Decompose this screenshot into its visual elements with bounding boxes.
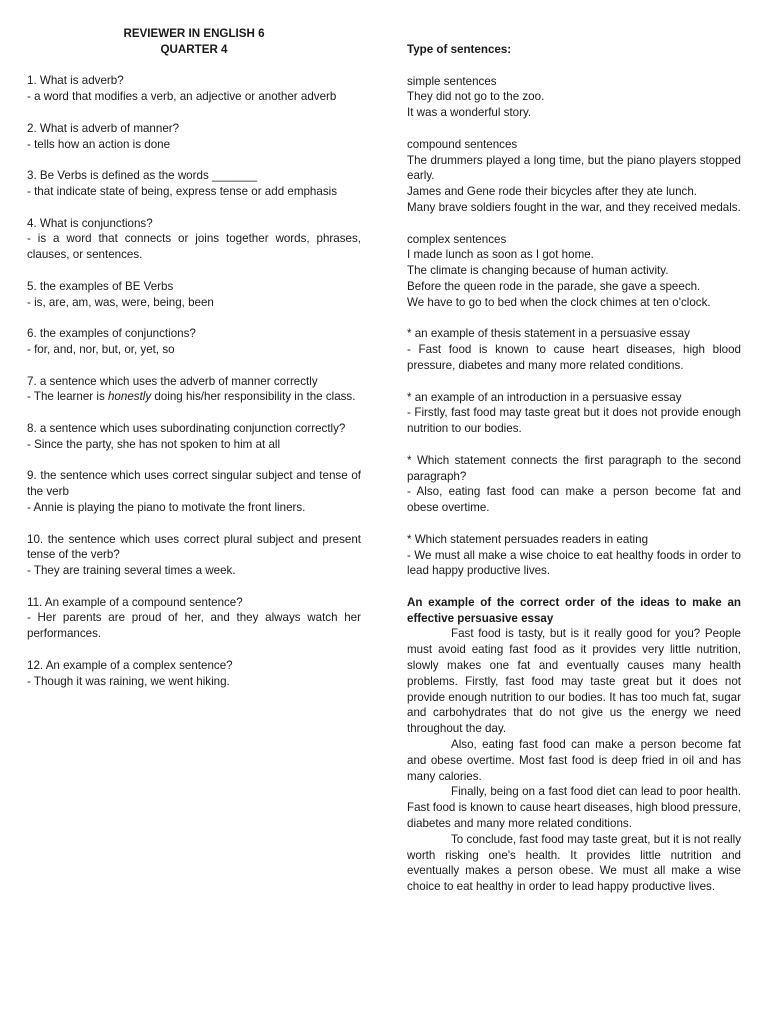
note-question: * Which statement connects the first paragraph to the second paragraph? xyxy=(407,453,741,483)
group-label: complex sentences xyxy=(407,232,507,246)
example-sentence: The climate is changing because of human activity. xyxy=(407,264,669,278)
example-sentence: Before the queen rode in the parade, she gave a speech. xyxy=(407,279,701,293)
example-sentence: Many brave soldiers fought in the war, and they received medals. xyxy=(407,200,741,214)
right-column xyxy=(407,42,741,895)
note-answer: - Firstly, fast food may taste great but it does not provide enough nutrition to our bodies. xyxy=(407,406,741,436)
question-text: 12. An example of a complex sentence? xyxy=(27,658,233,672)
question-text: 9. the sentence which uses correct singular subject and tense of the verb xyxy=(27,469,361,499)
question-text: 5. the examples of BE Verbs xyxy=(27,279,174,293)
question-item xyxy=(27,216,361,263)
sentence-group-complex xyxy=(407,232,741,311)
answer-text xyxy=(27,389,361,405)
essay-paragraph: Finally, being on a fast food diet can lead to poor health. Fast food is known to cause heart diseases, high blood pressure, diabetes and many more related conditions. xyxy=(407,785,741,831)
question-item xyxy=(27,532,361,579)
document-title: REVIEWER IN ENGLISH 6 xyxy=(123,27,265,40)
note-item xyxy=(407,453,741,516)
question-text: 3. Be Verbs is defined as the words _______ xyxy=(27,169,258,183)
question-text: 4. What is conjunctions? xyxy=(27,216,153,230)
example-sentence: It was a wonderful story. xyxy=(407,106,532,120)
example-sentence: They did not go to the zoo. xyxy=(407,90,545,104)
question-text: 10. the sentence which uses correct plural subject and present tense of the verb? xyxy=(27,532,361,562)
question-item xyxy=(27,73,361,105)
question-item xyxy=(27,326,361,358)
answer-text: - is a word that connects or joins together words, phrases, clauses, or sentences. xyxy=(27,232,361,262)
answer-text: - a word that modifies a verb, an adjective or another adverb xyxy=(27,90,337,104)
essay-paragraph: To conclude, fast food may taste great, but it is not really worth risking one's health. It provides little nutrition and eventually makes a person obese. We must all make a wise choice to eat healthy in order to lead happy productive lives. xyxy=(407,832,741,894)
note-question: * an example of an introduction in a persuasive essay xyxy=(407,390,682,404)
answer-text: - Since the party, she has not spoken to him at all xyxy=(27,437,281,451)
note-question: * Which statement persuades readers in eating xyxy=(407,532,649,546)
answer-text: - for, and, nor, but, or, yet, so xyxy=(27,342,175,356)
note-answer: - We must all make a wise choice to eat healthy foods in order to lead happy productive lives. xyxy=(407,548,741,578)
example-sentence: I made lunch as soon as I got home. xyxy=(407,248,594,262)
essay-section xyxy=(407,595,741,895)
example-sentence: James and Gene rode their bicycles after they ate lunch. xyxy=(407,185,698,199)
question-text: 11. An example of a compound sentence? xyxy=(27,595,243,609)
sentence-group-simple xyxy=(407,74,741,121)
answer-part: - The learner is xyxy=(27,390,108,404)
question-text: 7. a sentence which uses the adverb of manner correctly xyxy=(27,374,318,388)
question-item xyxy=(27,658,361,690)
answer-text: - Her parents are proud of her, and they always watch her performances. xyxy=(27,611,361,641)
question-text: 2. What is adverb of manner? xyxy=(27,121,180,135)
example-sentence: The drummers played a long time, but the piano players stopped early. xyxy=(407,153,741,183)
question-item xyxy=(27,121,361,153)
emphasized-word: honestly xyxy=(107,390,152,404)
example-sentence: We have to go to bed when the clock chimes at ten o'clock. xyxy=(407,295,711,309)
quarter-label: QUARTER 4 xyxy=(160,42,228,56)
answer-part: doing his/her responsibility in the class. xyxy=(151,390,356,404)
group-label: compound sentences xyxy=(407,137,518,151)
note-item xyxy=(407,326,741,373)
question-text: 1. What is adverb? xyxy=(27,74,124,88)
sentence-group-compound xyxy=(407,137,741,216)
answer-text: - Annie is playing the piano to motivate the front liners. xyxy=(27,500,306,514)
answer-text: - They are training several times a week. xyxy=(27,564,236,578)
question-text: 6. the examples of conjunctions? xyxy=(27,327,196,341)
question-text: 8. a sentence which uses subordinating conjunction correctly? xyxy=(27,421,346,435)
answer-text: - that indicate state of being, express tense or add emphasis xyxy=(27,184,337,198)
essay-paragraph: Also, eating fast food can make a person become fat and obese overtime. Most fast food is deep fried in oil and has many calories. xyxy=(407,738,741,783)
essay-heading: An example of the correct order of the ideas to make an effective persuasive essay xyxy=(407,595,741,625)
section-heading: Type of sentences: xyxy=(407,43,512,56)
note-question: * an example of thesis statement in a persuasive essay xyxy=(407,327,690,341)
essay-paragraph: Fast food is tasty, but is it really good for you? People must avoid eating fast food as it provides very little nutrition, slowly makes one fat and eventually causes many health problems. Firstly, fast food may taste great but it does not provide enough nutrition to our bodies. It has too much fat, sugar and carbohydrates that do not give us the energy we need throughout the day. xyxy=(407,627,741,736)
answer-text: - Though it was raining, we went hiking. xyxy=(27,674,230,688)
note-answer: - Also, eating fast food can make a person become fat and obese overtime. xyxy=(407,485,741,515)
question-item xyxy=(27,468,361,515)
answer-text: - is, are, am, was, were, being, been xyxy=(27,295,214,309)
question-item xyxy=(27,421,361,453)
question-item xyxy=(27,374,361,406)
group-label: simple sentences xyxy=(407,74,497,88)
left-column xyxy=(27,26,361,689)
question-item xyxy=(27,168,361,200)
question-item xyxy=(27,279,361,311)
note-item xyxy=(407,390,741,437)
note-item xyxy=(407,532,741,579)
note-answer: - Fast food is known to cause heart diseases, high blood pressure, diabetes and many more related conditions. xyxy=(407,343,741,372)
answer-text: - tells how an action is done xyxy=(27,137,171,151)
question-item xyxy=(27,595,361,642)
